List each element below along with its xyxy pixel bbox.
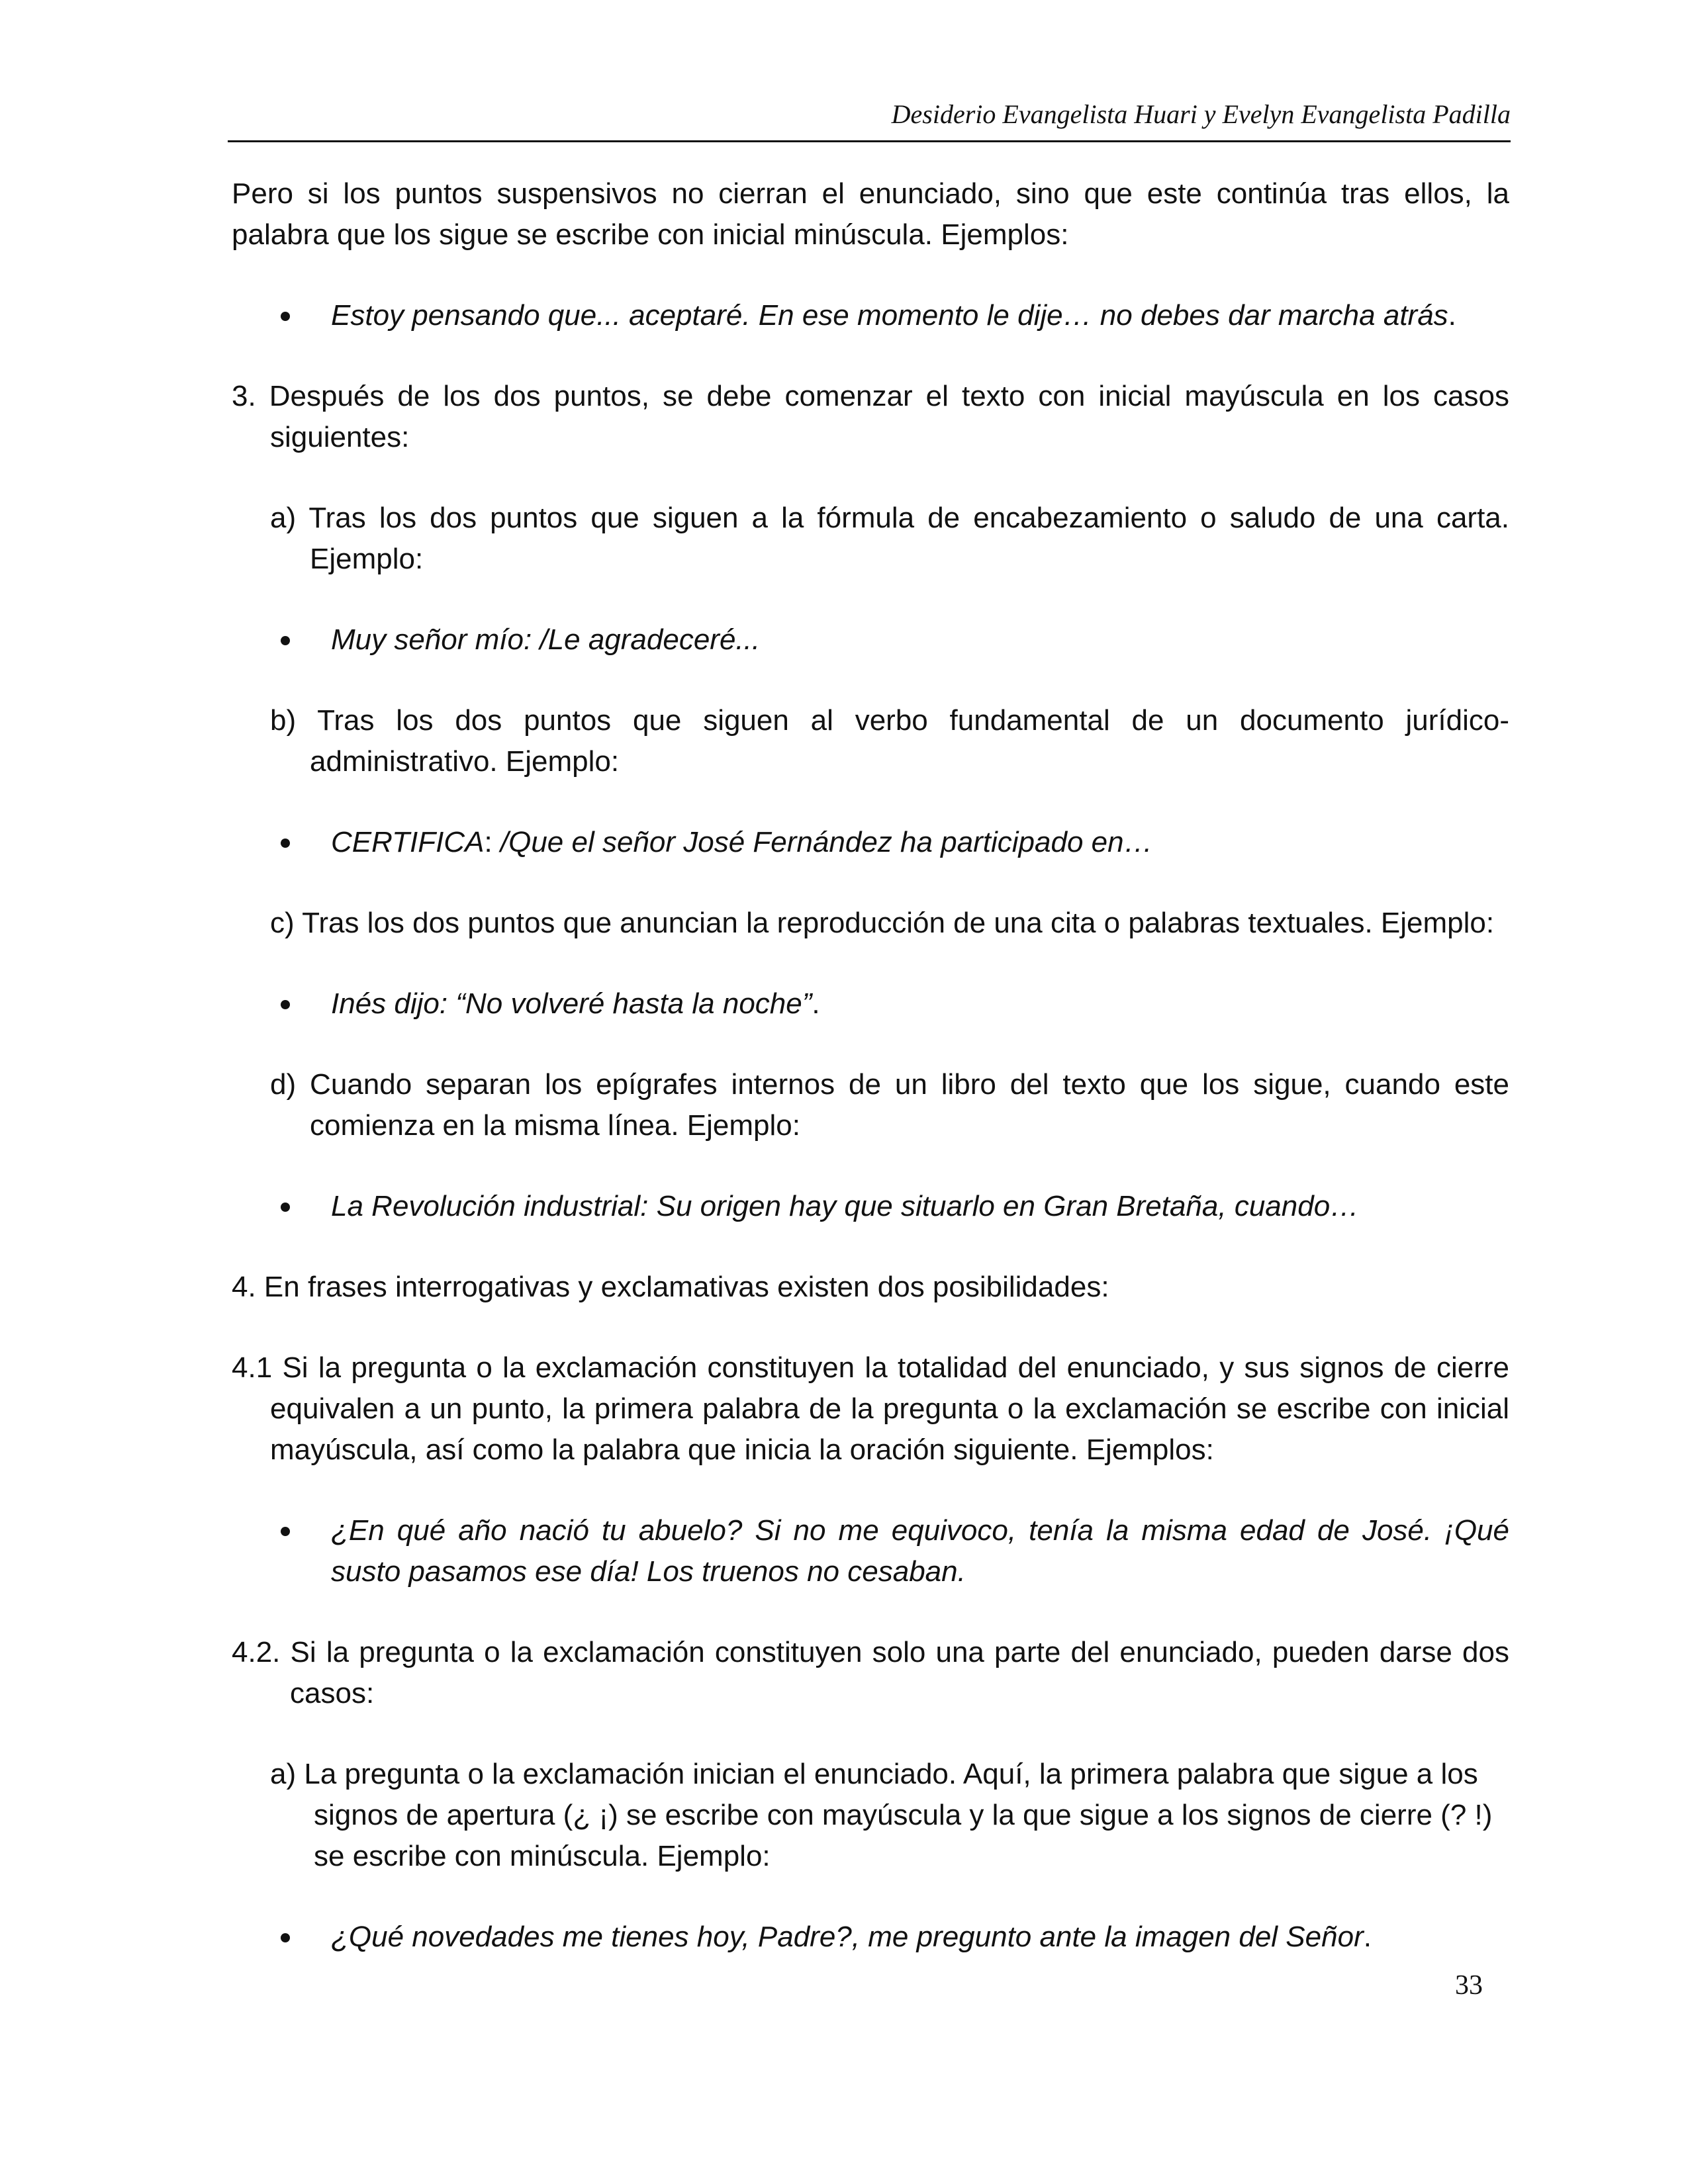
example-tail: . <box>812 987 820 1020</box>
example-text: ¿En qué año nació tu abuelo? Si no me equivoco, tenía la misma edad de José. ¡Qué susto pasamos ese día! Los truenos no cesaban. <box>331 1514 1509 1588</box>
bullet-dot-icon <box>281 1000 290 1009</box>
bullet-dot-icon <box>281 636 290 645</box>
list-item-4: 4. En frases interrogativas y exclamativas existen dos posibilidades: <box>232 1271 1109 1303</box>
header-authors: Desiderio Evangelista Huari y Evelyn Evangelista Padilla <box>891 99 1511 129</box>
bullet-dot-icon <box>281 1527 290 1536</box>
paragraph-ellipsis-rule: Pero si los puntos suspensivos no cierran el enunciado, sino que este continúa tras ellos, la palabra que los sigue se escribe con inicial minúscula. Ejemplos: <box>232 177 1509 251</box>
running-header <box>228 93 1511 142</box>
page-number: 33 <box>1455 1970 1483 2001</box>
bullet-dot-icon <box>281 1203 290 1212</box>
example-text: Inés dijo: “No volveré hasta la noche” <box>331 987 812 1020</box>
subitem-c-quote: c) Tras los dos puntos que anuncian la reproducción de una cita o palabras textuales. Ejemplo: <box>270 907 1495 939</box>
example-tail: . <box>1448 299 1456 332</box>
example-text: ¿Qué novedades me tienes hoy, Padre?, me pregunto ante la imagen del Señor <box>331 1921 1364 1953</box>
example-text: Muy señor mío: /Le agradeceré... <box>331 623 761 656</box>
bullet-dot-icon <box>281 1933 290 1942</box>
example-letter <box>232 619 1509 660</box>
example-ellipsis <box>232 295 1509 336</box>
subitem-b-document: b) Tras los dos puntos que siguen al verbo fundamental de un documento jurídico-administrativo. Ejemplo: <box>270 704 1509 778</box>
example-keyword: CERTIFICA <box>331 826 485 858</box>
example-question-partial <box>232 1917 1509 1958</box>
bullet-dot-icon <box>281 839 290 848</box>
list-item-4-2: 4.2. Si la pregunta o la exclamación constituyen solo una parte del enunciado, pueden darse dos casos: <box>232 1636 1509 1709</box>
example-quote <box>232 983 1509 1024</box>
example-epigraph <box>232 1186 1509 1227</box>
bullet-dot-icon <box>281 312 290 321</box>
example-tail: . <box>1363 1921 1372 1953</box>
list-item-4-1: 4.1 Si la pregunta o la exclamación constituyen la totalidad del enunciado, y sus signos de cierre equivalen a un punto, la primera palabra de la pregunta o la exclamación se escribe con inicial mayúscula, así como la palabra que inicia la oración siguiente. Ejemplos: <box>232 1351 1509 1466</box>
example-certifica <box>232 822 1509 863</box>
example-text: La Revolución industrial: Su origen hay que situarlo en Gran Bretaña, cuando… <box>331 1190 1360 1222</box>
subitem-d-epigraph: d) Cuando separan los epígrafes internos de un libro del texto que los sigue, cuando este comienza en la misma línea. Ejemplo: <box>270 1068 1509 1142</box>
list-item-3: 3. Después de los dos puntos, se debe comenzar el texto con inicial mayúscula en los casos siguientes: <box>232 380 1509 453</box>
example-colon: : <box>484 826 500 858</box>
subitem-a-question-start: a) La pregunta o la exclamación inician el enunciado. Aquí, la primera palabra que sigue a los signos de apertura (¿ ¡) se escribe con mayúscula y la que sigue a los signos de cierre (? !) se escribe con minúscula. Ejemplo: <box>270 1758 1493 1872</box>
example-text: /Que el señor José Fernández ha participado en… <box>500 826 1153 858</box>
example-text: Estoy pensando que... aceptaré. En ese momento le dije… no debes dar marcha atrás <box>331 299 1448 332</box>
subitem-a-letter: a) Tras los dos puntos que siguen a la fórmula de encabezamiento o saludo de una carta. Ejemplo: <box>270 502 1509 575</box>
page-body <box>232 173 1509 1958</box>
example-question-full <box>232 1510 1509 1592</box>
